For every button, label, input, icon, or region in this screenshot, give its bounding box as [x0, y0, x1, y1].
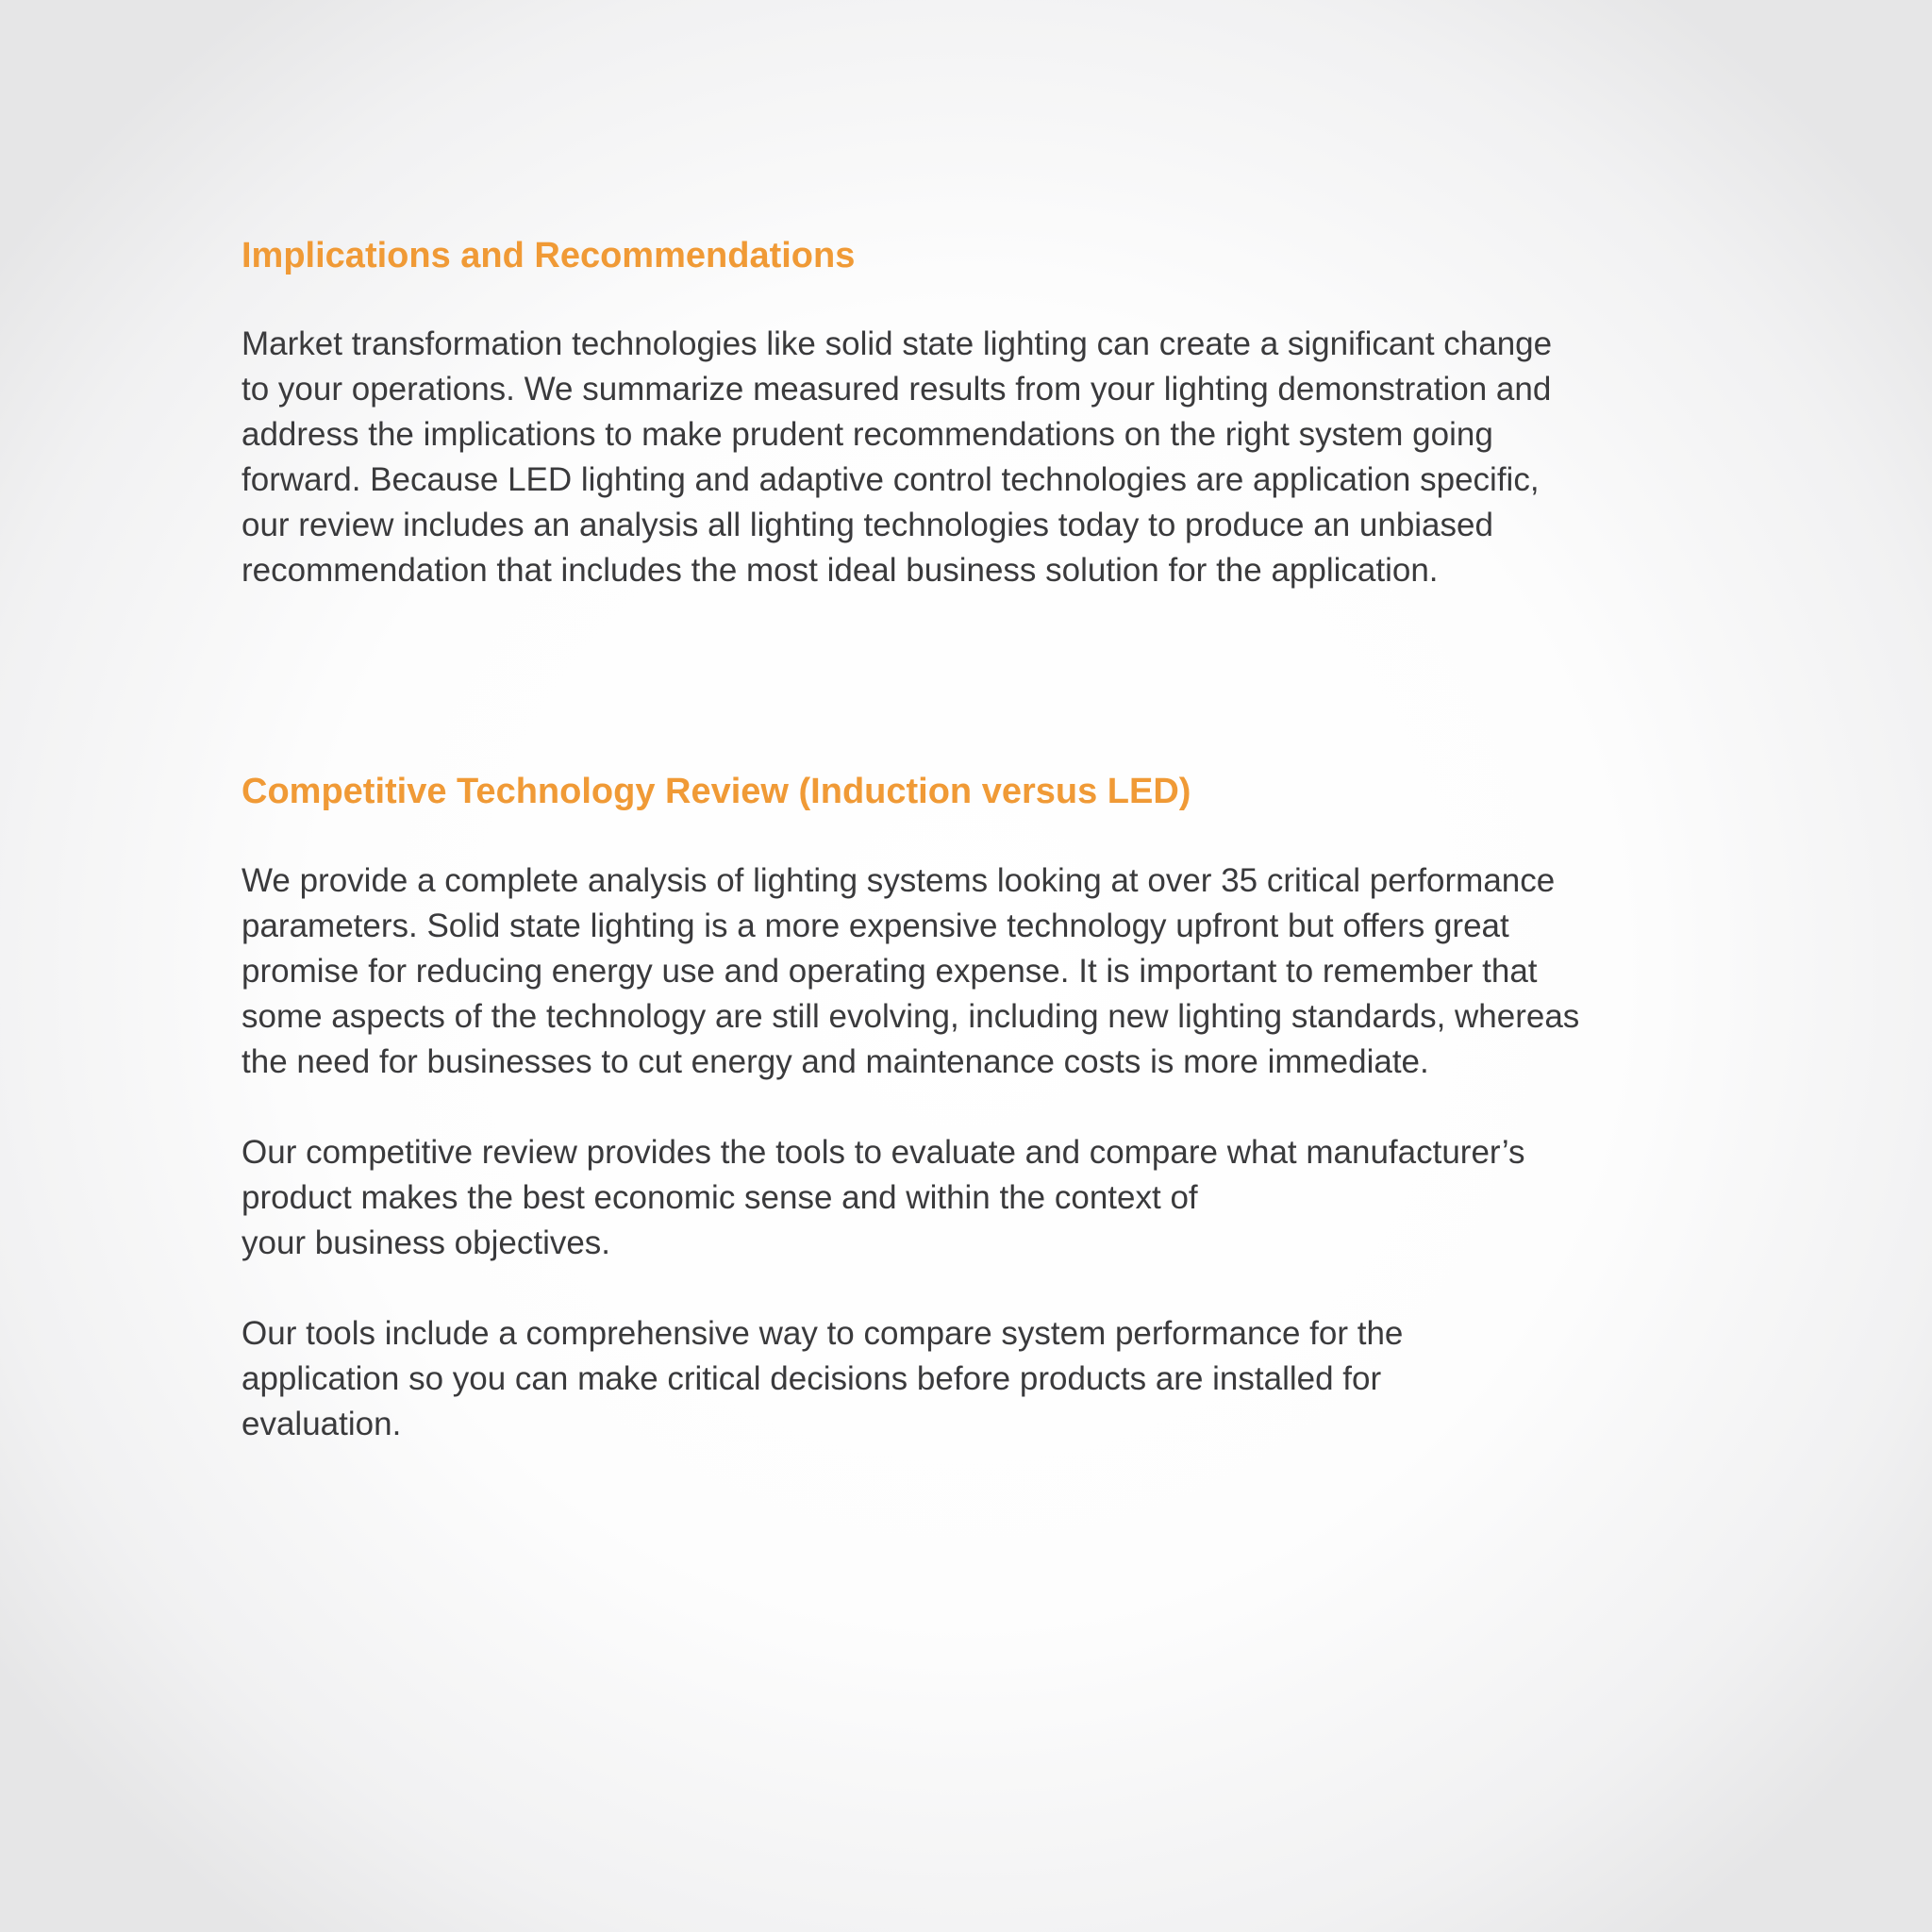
- text-line: to your operations. We summarize measured results from your lighting demonstration and: [242, 371, 1552, 408]
- text-line: Our tools include a comprehensive way to compare system performance for the: [242, 1315, 1404, 1352]
- text-line: your business objectives.: [242, 1224, 611, 1261]
- text-line: product makes the best economic sense and within the context of: [242, 1179, 1198, 1216]
- paragraph-tools: [242, 1311, 1694, 1447]
- document-page: [242, 231, 1694, 1447]
- paragraph-analysis: [242, 858, 1694, 1085]
- text-line: our review includes an analysis all lighting technologies today to produce an unbiased: [242, 507, 1493, 543]
- section-heading-competitive-review: Competitive Technology Review (Induction versus LED): [242, 772, 1191, 811]
- paragraph-competitive-review: [242, 1130, 1694, 1266]
- text-line: Market transformation technologies like solid state lighting can create a significant change: [242, 325, 1553, 362]
- section-heading-implications: Implications and Recommendations: [242, 236, 856, 275]
- text-line: Our competitive review provides the tools to evaluate and compare what manufacturer’s: [242, 1134, 1525, 1171]
- text-line: We provide a complete analysis of lighting systems looking at over 35 critical performance: [242, 862, 1556, 899]
- text-line: parameters. Solid state lighting is a more expensive technology upfront but offers great: [242, 908, 1509, 944]
- text-line: address the implications to make prudent recommendations on the right system going: [242, 416, 1493, 453]
- text-line: the need for businesses to cut energy and maintenance costs is more immediate.: [242, 1043, 1429, 1080]
- text-line: recommendation that includes the most ideal business solution for the application.: [242, 552, 1439, 589]
- text-line: application so you can make critical decisions before products are installed for: [242, 1360, 1382, 1397]
- text-line: some aspects of the technology are still evolving, including new lighting standards, whereas: [242, 998, 1580, 1035]
- text-line: promise for reducing energy use and operating expense. It is important to remember that: [242, 953, 1538, 990]
- paragraph-implications: [242, 322, 1694, 593]
- text-line: evaluation.: [242, 1406, 402, 1442]
- text-line: forward. Because LED lighting and adaptive control technologies are application specific,: [242, 461, 1540, 498]
